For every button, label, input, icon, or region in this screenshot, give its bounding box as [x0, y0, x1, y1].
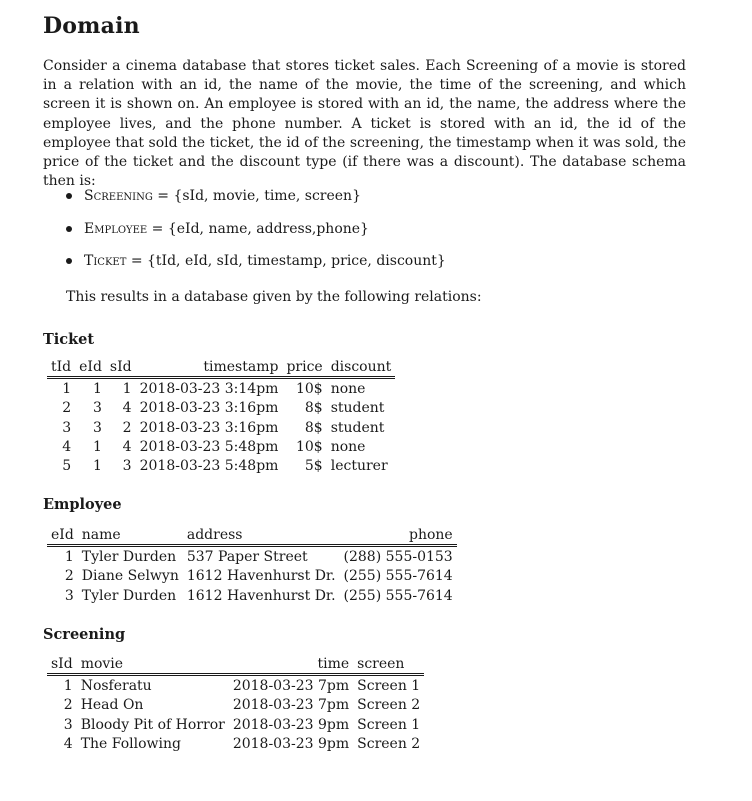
table-row	[47, 567, 457, 586]
table-cell: 3	[62, 419, 72, 436]
table-cell: 2018-03-23 5:48pm	[139, 438, 279, 455]
table-cell: (255) 555-7614	[343, 568, 453, 585]
table-cell: Screen 1	[357, 716, 421, 733]
section-heading: Domain	[43, 13, 140, 39]
column-header: eId	[79, 359, 102, 375]
relation-name: Screening	[84, 188, 153, 204]
table-cell: (255) 555-7614	[343, 587, 453, 604]
table-cell: student	[330, 419, 385, 436]
table-cell: 2018-03-23 7pm	[232, 678, 350, 694]
table-cell: 4	[63, 735, 73, 752]
table-header-row	[47, 655, 424, 675]
table-cell: 3	[92, 400, 102, 417]
intro-paragraph: Consider a cinema database that stores ticket sales. Each Screening of a movie is stored in a relation with an id, the name of the movie, the time of the screening, and which screen it is shown on. An employee is stored with an id, the name, the address where the employee lives, and the phone number. A ticket is stored with an id, the id of the employee that sold the ticket, the id of the screening, the timestamp when it was sold, the price of the ticket and the discount type (if there was a discount). The database schema then is:	[43, 58, 686, 190]
table-row	[47, 675, 424, 697]
employee-table	[47, 526, 457, 606]
table-row	[47, 546, 457, 568]
table-cell: 3	[63, 716, 73, 733]
table-row	[47, 457, 395, 476]
column-header: sId	[51, 656, 73, 672]
relation-name: Ticket	[84, 253, 127, 270]
ticket-title: Ticket	[43, 331, 95, 348]
schema-item-ticket	[64, 251, 446, 284]
table-cell: 2018-03-23 3:16pm	[139, 419, 279, 436]
table-cell: 1612 Havenhurst Dr.	[186, 587, 336, 604]
table-cell: 2	[63, 697, 73, 714]
table-cell: The Following	[80, 735, 181, 752]
table-cell: 10$	[295, 438, 323, 455]
relation-attributes: = {sId, movie, time, screen}	[152, 188, 361, 204]
table-cell: Head On	[80, 697, 144, 714]
table-cell: 3	[122, 458, 132, 475]
table-row	[47, 696, 424, 715]
column-header: price	[286, 359, 323, 375]
table-cell: Diane Selwyn	[81, 568, 179, 585]
column-header: timestamp	[203, 359, 279, 375]
table-cell: 2018-03-23 5:48pm	[139, 458, 279, 475]
table-cell: none	[330, 381, 366, 397]
table-cell: Tyler Durden	[81, 587, 177, 604]
screening-table	[47, 655, 424, 754]
bullet-icon	[66, 258, 72, 264]
table-row	[47, 419, 395, 438]
table-cell: Tyler Durden	[81, 549, 177, 565]
ticket-table	[47, 358, 395, 476]
table-cell: 8$	[304, 400, 323, 417]
table-cell: 1	[92, 438, 102, 455]
schema-item-screening	[64, 186, 446, 219]
table-cell: 2018-03-23 9pm	[232, 735, 350, 752]
column-header: tId	[51, 359, 72, 375]
table-header-row	[47, 526, 457, 546]
column-header: movie	[80, 656, 124, 672]
table-cell: 5	[62, 458, 72, 475]
bullet-icon	[66, 193, 72, 199]
bullet-icon	[66, 226, 72, 232]
table-cell: 1	[62, 381, 72, 397]
table-cell: 2	[62, 400, 72, 417]
table-cell: 5$	[304, 458, 323, 475]
table-cell: 4	[122, 438, 132, 455]
table-row	[47, 735, 424, 754]
table-cell: 2018-03-23 3:14pm	[139, 381, 279, 397]
table-cell: 1	[92, 381, 102, 397]
table-cell: 1	[92, 458, 102, 475]
table-cell: 1612 Havenhurst Dr.	[186, 568, 336, 585]
table-cell: 3	[64, 587, 74, 604]
table-cell: (288) 555-0153	[343, 549, 453, 565]
table-cell: 537 Paper Street	[186, 549, 308, 565]
table-cell: 8$	[304, 419, 323, 436]
screening-title: Screening	[43, 626, 126, 643]
table-cell: Screen 2	[357, 697, 421, 714]
table-cell: none	[330, 438, 366, 455]
table-cell: 4	[62, 438, 72, 455]
table-cell: 1	[122, 381, 132, 397]
table-cell: Bloody Pit of Horror	[80, 716, 225, 733]
table-cell: 2	[122, 419, 132, 436]
table-cell: lecturer	[330, 458, 388, 475]
column-header: eId	[51, 527, 74, 543]
relation-attributes: = {tId, eId, sId, timestamp, price, discount}	[126, 253, 446, 270]
table-cell: Screen 1	[357, 678, 421, 694]
column-header: screen	[357, 656, 405, 672]
table-header-row	[47, 358, 395, 378]
table-cell: student	[330, 400, 385, 417]
table-cell: Screen 2	[357, 735, 421, 752]
table-row	[47, 716, 424, 735]
column-header: sId	[109, 359, 132, 375]
table-row	[47, 438, 395, 457]
column-header: name	[81, 527, 121, 543]
table-row	[47, 587, 457, 606]
relation-name: Employee	[84, 220, 148, 237]
table-cell: 1	[64, 549, 74, 565]
table-cell: Nosferatu	[80, 678, 152, 694]
column-header: discount	[330, 359, 392, 375]
table-row	[47, 378, 395, 400]
results-sentence: This results in a database given by the following relations:	[66, 289, 482, 305]
table-cell: 2018-03-23 3:16pm	[139, 400, 279, 417]
column-header: address	[186, 527, 243, 543]
table-cell: 2	[64, 568, 74, 585]
column-header: time	[317, 656, 350, 672]
schema-list	[64, 186, 446, 284]
table-cell: 10$	[295, 381, 323, 397]
table-cell: 1	[63, 678, 73, 694]
table-cell: 2018-03-23 9pm	[232, 716, 350, 733]
table-row	[47, 399, 395, 418]
table-cell: 4	[122, 400, 132, 417]
column-header: phone	[409, 527, 453, 543]
schema-item-employee	[64, 219, 446, 252]
employee-title: Employee	[43, 496, 122, 513]
relation-attributes: = {eId, name, address,phone}	[147, 220, 369, 237]
table-cell: 2018-03-23 7pm	[232, 697, 350, 714]
table-cell: 3	[92, 419, 102, 436]
